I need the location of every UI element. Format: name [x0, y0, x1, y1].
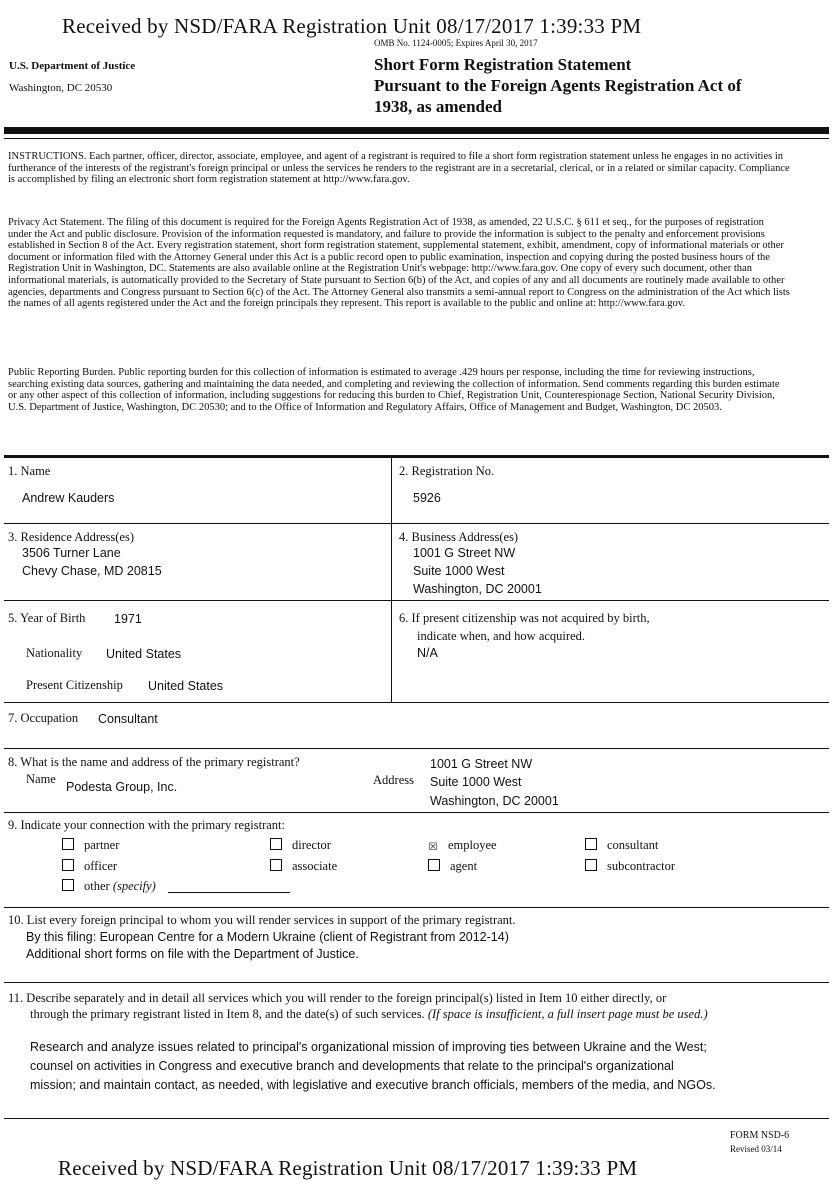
nationality-value: United States: [106, 647, 182, 661]
q7-label: 7. Occupation: [8, 711, 79, 725]
row-divider-4: [4, 748, 829, 749]
checkbox-box[interactable]: [585, 838, 597, 850]
checkbox-agent[interactable]: agent: [428, 859, 477, 874]
form-title-line2: Pursuant to the Foreign Agents Registration Act of: [374, 76, 742, 95]
citizenship-label: Present Citizenship: [26, 678, 123, 692]
q8-name-label: Name: [26, 772, 56, 786]
checkbox-box[interactable]: [428, 859, 440, 871]
checkbox-box[interactable]: [62, 859, 74, 871]
q11-label-italic: (If space is insufficient, a full insert page must be used.): [427, 1007, 708, 1021]
reporting-burden-paragraph: Public Reporting Burden. Public reporting burden for this collection of information is estimated to average .429 hours per response, including the time for reviewing instructions, searching existing data sources, gathering and maintaining the data needed, and completing and reviewing the collection of information. Send comments regarding this burden estimate or any other aspect of this collection of information, including suggestions for reducing this burden to Chief, Registration Unit, Counterespionage Section, National Security Division, U.S. Department of Justice, Washington, DC 20530; and to the Office of Information and Regulatory Affairs, Office of Management and Budget, Washington, DC 20503.: [8, 367, 780, 413]
q10-label: 10. List every foreign principal to whom you will render services in support of the primary registrant.: [8, 913, 516, 927]
q10-line1: By this filing: European Centre for a Modern Ukraine (client of Registrant from 2012-14): [26, 930, 509, 944]
q4-label: 4. Business Address(es): [399, 530, 519, 544]
q5-label: 5. Year of Birth: [8, 611, 86, 625]
q3-label: 3. Residence Address(es): [8, 530, 135, 544]
q10-line2: Additional short forms on file with the Department of Justice.: [26, 947, 359, 961]
row-divider-3: [4, 702, 829, 703]
checkbox-box[interactable]: [62, 838, 74, 850]
received-stamp-bottom: Received by NSD/FARA Registration Unit 08/17/2017 1:39:33 PM: [58, 1156, 638, 1180]
q9-label: 9. Indicate your connection with the primary registrant:: [8, 818, 285, 832]
form-bottom-rule: [4, 1118, 829, 1119]
q8-name-value: Podesta Group, Inc.: [66, 780, 178, 794]
checkbox-partner[interactable]: partner: [62, 838, 119, 853]
q2-registration-value: 5926: [413, 491, 441, 505]
checkbox-box[interactable]: [270, 859, 282, 871]
checkbox-director[interactable]: director: [270, 838, 331, 853]
form-revised: Revised 03/14: [730, 1144, 782, 1154]
q11-line3: mission; and maintain contact, as needed, with legislative and executive branch officials, members of the media, and NGOs.: [30, 1078, 716, 1092]
q2-label: 2. Registration No.: [399, 464, 495, 478]
other-specify-label: (specify): [112, 879, 156, 893]
header-thin-rule: [4, 138, 829, 139]
checkbox-associate[interactable]: associate: [270, 859, 337, 874]
q8-label: 8. What is the name and address of the primary registrant?: [8, 755, 300, 769]
q3-address-line2: Chevy Chase, MD 20815: [22, 564, 162, 578]
checkbox-other[interactable]: other (specify): [62, 879, 156, 894]
q8-address-line2: Suite 1000 West: [430, 775, 522, 789]
q6-value: N/A: [417, 646, 438, 660]
checkbox-officer[interactable]: officer: [62, 859, 117, 874]
q4-address-line3: Washington, DC 20001: [413, 582, 542, 596]
row-divider-1: [4, 523, 829, 524]
q11-line1: Research and analyze issues related to principal's organizational mission of improving ties between Ukraine and the West;: [30, 1040, 707, 1054]
row-divider-7: [4, 982, 829, 983]
checkbox-employee[interactable]: ☒ employee: [428, 838, 497, 853]
form-title-line1: Short Form Registration Statement: [374, 55, 632, 74]
q8-address-line3: Washington, DC 20001: [430, 794, 559, 808]
q5-year-value: 1971: [114, 612, 142, 626]
nationality-label: Nationality: [26, 646, 83, 660]
q11-label-line2: through the primary registrant listed in Item 8, and the date(s) of such services. (If space is insufficient, a full insert page must be used.): [30, 1007, 708, 1021]
q8-address-line1: 1001 G Street NW: [430, 757, 533, 771]
q1-label: 1. Name: [8, 464, 51, 478]
checkbox-box-checked[interactable]: ☒: [428, 842, 438, 853]
row-divider-2: [4, 600, 829, 601]
q6-label-line1: 6. If present citizenship was not acquired by birth,: [399, 611, 650, 625]
checkbox-box[interactable]: [270, 838, 282, 850]
q4-address-line1: 1001 G Street NW: [413, 546, 516, 560]
privacy-act-paragraph: Privacy Act Statement. The filing of this document is required for the Foreign Agents Registration Act of 1938, as amended, 22 U.S.C. § 611 et seq., for the purposes of registration under the Act and public disclosure. Provision of the information requested is mandatory, and failure to provide the information is subject to the penalty and enforcement provisions established in Section 8 of the Act. Every registration statement, short form registration statement, supplemental statement, exhibit, amendment, copy of informational materials or other document or information filed with the Attorney General under this Act is a public record open to public examination, inspection and copying during the posted business hours of the Registration Unit in Washington, DC. Statements are also available online at the Registration Unit's webpage: http://www.fara.gov. One copy of every such document, other than informational materials, is automatically provided to the Secretary of State pursuant to Section 6(b) of the Act, and copies of any and all documents are routinely made available to other agencies, departments and Congress pursuant to Section 6(c) of the Act. The Attorney General also transmits a semi-annual report to Congress on the administration of the Act which lists the names of all agents registered under the Act and the foreign principals they represent. This report is available to the public and online at: http://www.fara.gov.: [8, 217, 790, 310]
checkbox-box[interactable]: [62, 879, 74, 891]
checkbox-box[interactable]: [585, 859, 597, 871]
q8-address-label: Address: [373, 773, 414, 787]
form-column-divider: [391, 457, 392, 702]
received-stamp-top: Received by NSD/FARA Registration Unit 08/17/2017 1:39:33 PM: [62, 14, 642, 38]
form-title: [374, 54, 814, 117]
checkbox-consultant[interactable]: consultant: [585, 838, 658, 853]
omb-number: OMB No. 1124-0005; Expires April 30, 2017: [374, 38, 538, 48]
instructions-paragraph: INSTRUCTIONS. Each partner, officer, director, associate, employee, and agent of a registrant is required to file a short form registration statement unless he engages in no activities in furtherance of the interests of the registrant's foreign principal or unless the services he renders to the registrant are in a secretarial, clerical, or in a related or similar capacity. Compliance is accomplished by filing an electronic short form registration statement at http://www.fara.gov.: [8, 151, 790, 186]
q4-address-line2: Suite 1000 West: [413, 564, 505, 578]
form-top-rule: [4, 455, 829, 458]
form-number: FORM NSD-6: [730, 1130, 790, 1141]
row-divider-5: [4, 812, 829, 813]
other-specify-line: [168, 892, 290, 893]
q6-label-line2: indicate when, and how acquired.: [417, 629, 585, 643]
header-heavy-rule: [4, 127, 829, 134]
department-city: Washington, DC 20530: [9, 82, 113, 94]
row-divider-6: [4, 907, 829, 908]
q11-line2: counsel on activities in Congress and executive branch and developments that relate to the principal's organizational: [30, 1059, 674, 1073]
department-name: U.S. Department of Justice: [9, 60, 136, 72]
q11-label-line1: 11. Describe separately and in detail all services which you will render to the foreign principal(s) listed in Item 10 either directly, or: [8, 991, 667, 1005]
form-title-line3: 1938, as amended: [374, 97, 502, 116]
citizenship-value: United States: [148, 679, 224, 693]
q7-occupation-value: Consultant: [98, 712, 158, 726]
checkbox-subcontractor[interactable]: subcontractor: [585, 859, 675, 874]
q3-address-line1: 3506 Turner Lane: [22, 546, 121, 560]
q1-name-value: Andrew Kauders: [22, 491, 115, 505]
